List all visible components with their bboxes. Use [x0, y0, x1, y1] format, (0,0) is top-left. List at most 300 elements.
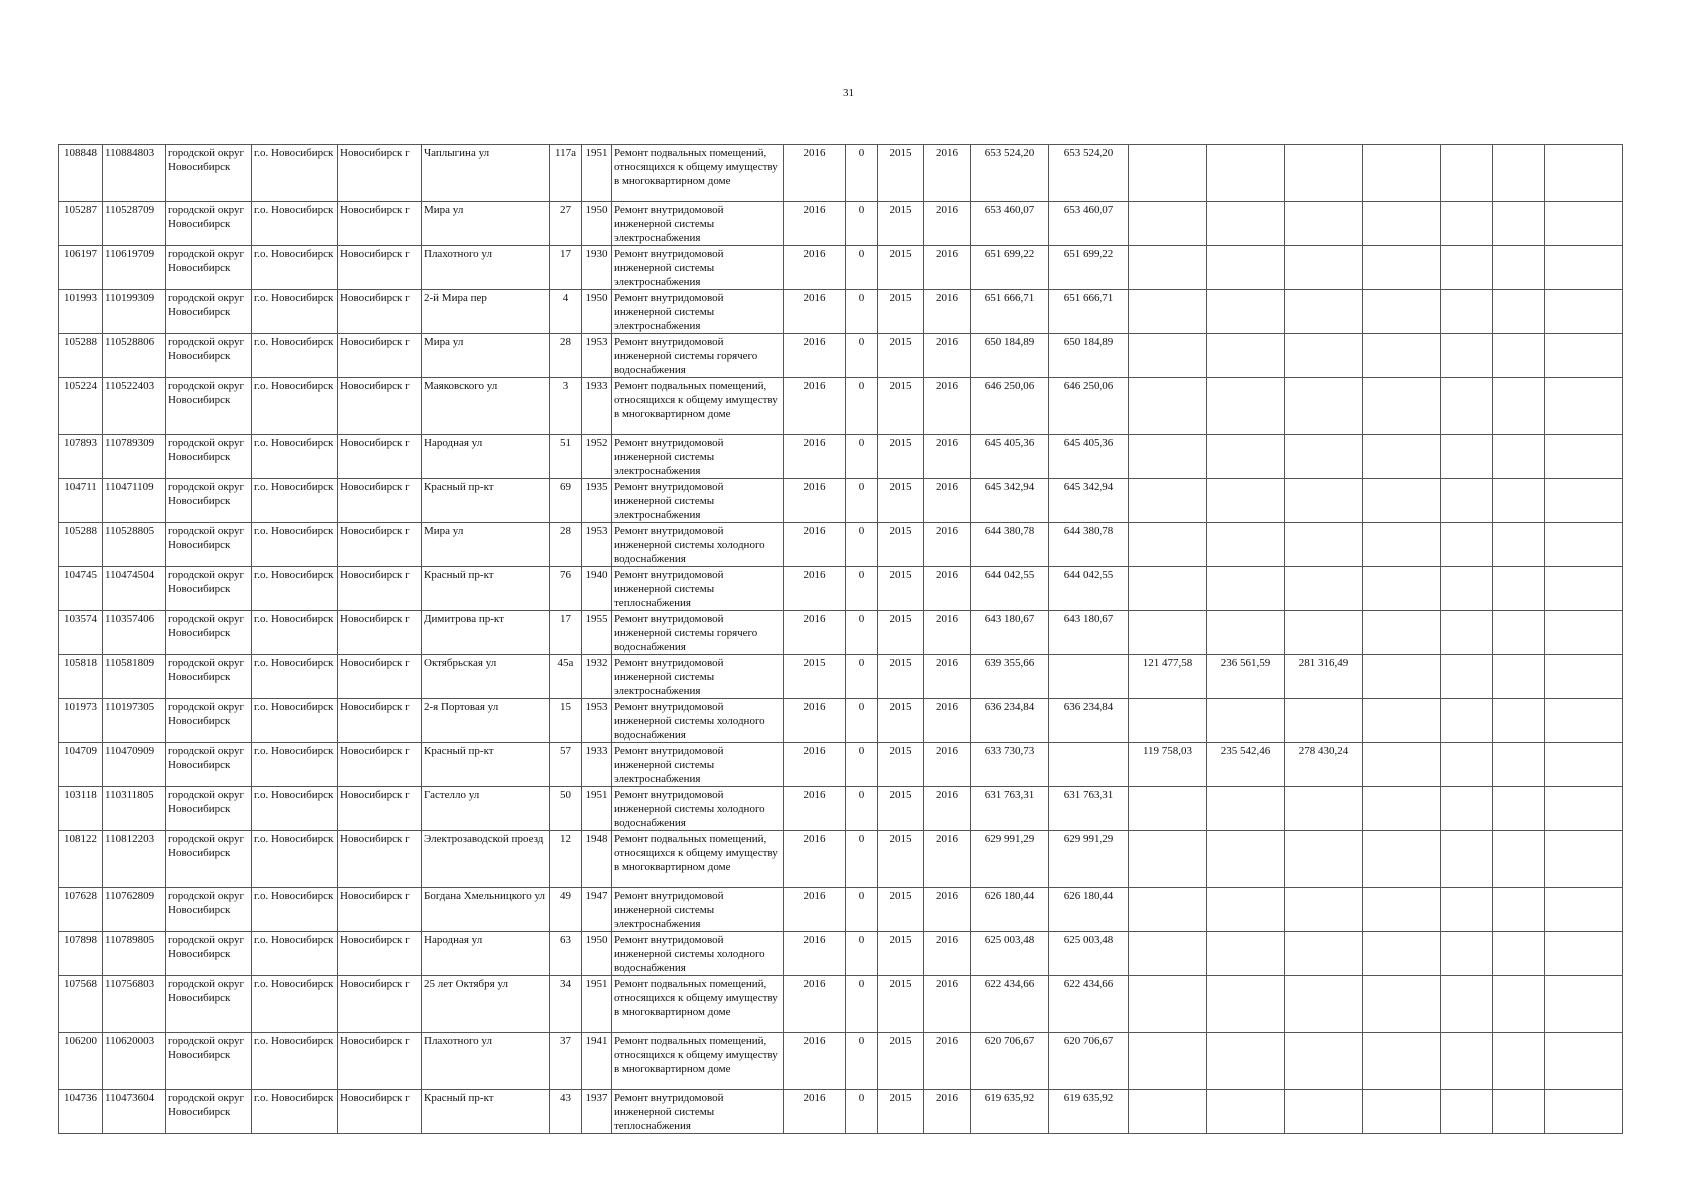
row-fund-3 — [1285, 611, 1363, 655]
row-end-year: 2016 — [924, 202, 971, 246]
row-cost: 653 524,20 — [971, 145, 1049, 202]
row-city: Новосибирск г — [338, 202, 422, 246]
row-start-year: 2015 — [878, 831, 924, 888]
row-total: 645 342,94 — [1049, 479, 1129, 523]
row-empty-4 — [1545, 145, 1623, 202]
row-code: 110357406 — [103, 611, 166, 655]
page-number: 31 — [843, 87, 854, 99]
row-plan-year: 2016 — [784, 246, 846, 290]
row-cost: 644 380,78 — [971, 523, 1049, 567]
row-id: 107628 — [59, 888, 103, 932]
row-empty-4 — [1545, 1090, 1623, 1134]
row-house: 28 — [550, 334, 582, 378]
row-plan-year: 2016 — [784, 831, 846, 888]
row-empty-2 — [1441, 976, 1493, 1033]
row-municipality: г.о. Новосибирск — [252, 888, 338, 932]
row-end-year: 2016 — [924, 1090, 971, 1134]
row-district: городской округ Новосибирск — [166, 246, 252, 290]
row-year-built: 1951 — [582, 145, 612, 202]
row-plan-year: 2016 — [784, 976, 846, 1033]
row-district: городской округ Новосибирск — [166, 202, 252, 246]
row-fund-1 — [1129, 787, 1207, 831]
row-empty-4 — [1545, 699, 1623, 743]
row-cost: 622 434,66 — [971, 976, 1049, 1033]
row-city: Новосибирск г — [338, 290, 422, 334]
row-work-type: Ремонт подвальных помещений, относящихся к общему имуществу в многоквартирном доме — [612, 145, 784, 202]
row-plan-year: 2016 — [784, 523, 846, 567]
row-total — [1049, 743, 1129, 787]
row-municipality: г.о. Новосибирск — [252, 655, 338, 699]
row-zero: 0 — [846, 567, 878, 611]
row-empty-1 — [1363, 334, 1441, 378]
row-fund-2: 236 561,59 — [1207, 655, 1285, 699]
row-fund-1 — [1129, 246, 1207, 290]
row-empty-1 — [1363, 202, 1441, 246]
row-work-type: Ремонт внутридомовой инженерной системы холодного водоснабжения — [612, 523, 784, 567]
row-year-built: 1952 — [582, 435, 612, 479]
row-start-year: 2015 — [878, 479, 924, 523]
row-code: 110470909 — [103, 743, 166, 787]
row-municipality: г.о. Новосибирск — [252, 334, 338, 378]
row-empty-1 — [1363, 831, 1441, 888]
table-row — [59, 976, 1623, 1033]
row-municipality: г.о. Новосибирск — [252, 523, 338, 567]
row-fund-2 — [1207, 699, 1285, 743]
row-fund-3 — [1285, 567, 1363, 611]
row-district: городской округ Новосибирск — [166, 699, 252, 743]
row-empty-2 — [1441, 932, 1493, 976]
row-start-year: 2015 — [878, 932, 924, 976]
row-year-built: 1940 — [582, 567, 612, 611]
row-district: городской округ Новосибирск — [166, 831, 252, 888]
row-zero: 0 — [846, 699, 878, 743]
row-plan-year: 2016 — [784, 202, 846, 246]
row-plan-year: 2016 — [784, 334, 846, 378]
row-empty-4 — [1545, 435, 1623, 479]
row-plan-year: 2015 — [784, 655, 846, 699]
row-district: городской округ Новосибирск — [166, 787, 252, 831]
row-empty-4 — [1545, 246, 1623, 290]
row-total: 644 380,78 — [1049, 523, 1129, 567]
row-work-type: Ремонт внутридомовой инженерной системы холодного водоснабжения — [612, 699, 784, 743]
row-empty-2 — [1441, 1033, 1493, 1090]
row-empty-1 — [1363, 976, 1441, 1033]
row-district: городской округ Новосибирск — [166, 1090, 252, 1134]
row-work-type: Ремонт внутридомовой инженерной системы электроснабжения — [612, 290, 784, 334]
row-fund-1 — [1129, 523, 1207, 567]
row-work-type: Ремонт подвальных помещений, относящихся к общему имуществу в многоквартирном доме — [612, 976, 784, 1033]
row-city: Новосибирск г — [338, 787, 422, 831]
row-fund-2 — [1207, 611, 1285, 655]
row-cost: 629 991,29 — [971, 831, 1049, 888]
row-plan-year: 2016 — [784, 743, 846, 787]
row-city: Новосибирск г — [338, 611, 422, 655]
row-city: Новосибирск г — [338, 523, 422, 567]
row-empty-2 — [1441, 435, 1493, 479]
row-empty-1 — [1363, 378, 1441, 435]
row-empty-3 — [1493, 831, 1545, 888]
row-start-year: 2015 — [878, 202, 924, 246]
row-code: 110522403 — [103, 378, 166, 435]
row-municipality: г.о. Новосибирск — [252, 290, 338, 334]
table-row — [59, 932, 1623, 976]
row-municipality: г.о. Новосибирск — [252, 567, 338, 611]
row-fund-1 — [1129, 567, 1207, 611]
row-fund-2 — [1207, 202, 1285, 246]
row-district: городской округ Новосибирск — [166, 611, 252, 655]
row-year-built: 1947 — [582, 888, 612, 932]
row-cost: 651 666,71 — [971, 290, 1049, 334]
row-empty-3 — [1493, 246, 1545, 290]
table-row — [59, 567, 1623, 611]
row-empty-4 — [1545, 290, 1623, 334]
row-end-year: 2016 — [924, 246, 971, 290]
row-code: 110762809 — [103, 888, 166, 932]
row-code: 110473604 — [103, 1090, 166, 1134]
row-zero: 0 — [846, 378, 878, 435]
row-empty-4 — [1545, 611, 1623, 655]
row-end-year: 2016 — [924, 523, 971, 567]
row-code: 110197305 — [103, 699, 166, 743]
row-cost: 651 699,22 — [971, 246, 1049, 290]
row-fund-3 — [1285, 523, 1363, 567]
row-work-type: Ремонт внутридомовой инженерной системы электроснабжения — [612, 202, 784, 246]
row-cost: 625 003,48 — [971, 932, 1049, 976]
row-year-built: 1932 — [582, 655, 612, 699]
row-municipality: г.о. Новосибирск — [252, 1033, 338, 1090]
row-house: 17 — [550, 611, 582, 655]
row-start-year: 2015 — [878, 290, 924, 334]
row-work-type: Ремонт внутридомовой инженерной системы электроснабжения — [612, 743, 784, 787]
table-row — [59, 888, 1623, 932]
row-plan-year: 2016 — [784, 1090, 846, 1134]
row-street: 2-й Мира пер — [422, 290, 550, 334]
row-total: 643 180,67 — [1049, 611, 1129, 655]
row-end-year: 2016 — [924, 479, 971, 523]
row-end-year: 2016 — [924, 932, 971, 976]
table-row — [59, 290, 1623, 334]
row-district: городской округ Новосибирск — [166, 378, 252, 435]
row-street: Красный пр-кт — [422, 743, 550, 787]
row-total: 631 763,31 — [1049, 787, 1129, 831]
table-row — [59, 378, 1623, 435]
row-total: 645 405,36 — [1049, 435, 1129, 479]
row-code: 110756803 — [103, 976, 166, 1033]
row-house: 17 — [550, 246, 582, 290]
row-zero: 0 — [846, 1090, 878, 1134]
row-empty-2 — [1441, 523, 1493, 567]
row-fund-1 — [1129, 1033, 1207, 1090]
row-work-type: Ремонт внутридомовой инженерной системы холодного водоснабжения — [612, 787, 784, 831]
row-zero: 0 — [846, 145, 878, 202]
row-district: городской округ Новосибирск — [166, 743, 252, 787]
row-total: 636 234,84 — [1049, 699, 1129, 743]
row-year-built: 1930 — [582, 246, 612, 290]
row-street: Чаплыгина ул — [422, 145, 550, 202]
row-street: Гастелло ул — [422, 787, 550, 831]
row-start-year: 2015 — [878, 334, 924, 378]
row-empty-4 — [1545, 888, 1623, 932]
row-fund-2 — [1207, 1090, 1285, 1134]
row-zero: 0 — [846, 290, 878, 334]
row-start-year: 2015 — [878, 743, 924, 787]
row-fund-2 — [1207, 831, 1285, 888]
row-empty-4 — [1545, 378, 1623, 435]
table-row — [59, 699, 1623, 743]
row-cost: 650 184,89 — [971, 334, 1049, 378]
row-empty-1 — [1363, 246, 1441, 290]
row-id: 104711 — [59, 479, 103, 523]
row-empty-3 — [1493, 787, 1545, 831]
row-year-built: 1951 — [582, 787, 612, 831]
row-empty-2 — [1441, 1090, 1493, 1134]
row-fund-1 — [1129, 699, 1207, 743]
row-fund-2 — [1207, 435, 1285, 479]
row-code: 110471109 — [103, 479, 166, 523]
row-fund-3 — [1285, 932, 1363, 976]
row-total: 651 666,71 — [1049, 290, 1129, 334]
row-work-type: Ремонт подвальных помещений, относящихся к общему имуществу в многоквартирном доме — [612, 378, 784, 435]
row-fund-3: 278 430,24 — [1285, 743, 1363, 787]
row-start-year: 2015 — [878, 611, 924, 655]
row-plan-year: 2016 — [784, 145, 846, 202]
row-total: 646 250,06 — [1049, 378, 1129, 435]
row-empty-2 — [1441, 831, 1493, 888]
row-house: 50 — [550, 787, 582, 831]
row-start-year: 2015 — [878, 976, 924, 1033]
row-empty-2 — [1441, 567, 1493, 611]
row-total: 653 460,07 — [1049, 202, 1129, 246]
row-code: 110884803 — [103, 145, 166, 202]
row-street: Мира ул — [422, 202, 550, 246]
row-house: 28 — [550, 523, 582, 567]
row-id: 105288 — [59, 523, 103, 567]
row-district: городской округ Новосибирск — [166, 145, 252, 202]
row-municipality: г.о. Новосибирск — [252, 246, 338, 290]
row-house: 34 — [550, 976, 582, 1033]
row-district: городской округ Новосибирск — [166, 290, 252, 334]
row-end-year: 2016 — [924, 145, 971, 202]
row-fund-1 — [1129, 888, 1207, 932]
row-fund-1 — [1129, 290, 1207, 334]
row-empty-3 — [1493, 145, 1545, 202]
row-year-built: 1948 — [582, 831, 612, 888]
table-row — [59, 743, 1623, 787]
row-district: городской округ Новосибирск — [166, 655, 252, 699]
row-municipality: г.о. Новосибирск — [252, 787, 338, 831]
row-street: Красный пр-кт — [422, 479, 550, 523]
row-cost: 645 405,36 — [971, 435, 1049, 479]
row-fund-3 — [1285, 378, 1363, 435]
row-empty-2 — [1441, 699, 1493, 743]
row-empty-2 — [1441, 246, 1493, 290]
row-empty-3 — [1493, 479, 1545, 523]
row-street: Октябрьская ул — [422, 655, 550, 699]
table-row — [59, 145, 1623, 202]
row-zero: 0 — [846, 831, 878, 888]
row-empty-1 — [1363, 787, 1441, 831]
row-empty-3 — [1493, 290, 1545, 334]
row-empty-4 — [1545, 787, 1623, 831]
row-zero: 0 — [846, 1033, 878, 1090]
row-city: Новосибирск г — [338, 699, 422, 743]
row-end-year: 2016 — [924, 976, 971, 1033]
row-id: 105287 — [59, 202, 103, 246]
row-empty-1 — [1363, 743, 1441, 787]
row-street: Красный пр-кт — [422, 1090, 550, 1134]
row-empty-3 — [1493, 378, 1545, 435]
row-fund-3 — [1285, 246, 1363, 290]
row-cost: 653 460,07 — [971, 202, 1049, 246]
row-start-year: 2015 — [878, 246, 924, 290]
row-city: Новосибирск г — [338, 334, 422, 378]
row-plan-year: 2016 — [784, 290, 846, 334]
row-zero: 0 — [846, 202, 878, 246]
row-street: Плахотного ул — [422, 1033, 550, 1090]
row-fund-2 — [1207, 334, 1285, 378]
row-fund-3: 281 316,49 — [1285, 655, 1363, 699]
row-code: 110528709 — [103, 202, 166, 246]
row-municipality: г.о. Новосибирск — [252, 831, 338, 888]
row-house: 57 — [550, 743, 582, 787]
row-zero: 0 — [846, 611, 878, 655]
row-city: Новосибирск г — [338, 435, 422, 479]
row-empty-2 — [1441, 202, 1493, 246]
row-code: 110619709 — [103, 246, 166, 290]
row-house: 45а — [550, 655, 582, 699]
row-city: Новосибирск г — [338, 567, 422, 611]
row-zero: 0 — [846, 479, 878, 523]
row-municipality: г.о. Новосибирск — [252, 932, 338, 976]
row-id: 108848 — [59, 145, 103, 202]
row-municipality: г.о. Новосибирск — [252, 145, 338, 202]
row-year-built: 1941 — [582, 1033, 612, 1090]
row-plan-year: 2016 — [784, 699, 846, 743]
row-total — [1049, 655, 1129, 699]
row-empty-3 — [1493, 743, 1545, 787]
row-code: 110528805 — [103, 523, 166, 567]
row-empty-4 — [1545, 479, 1623, 523]
row-fund-3 — [1285, 334, 1363, 378]
row-zero: 0 — [846, 523, 878, 567]
row-end-year: 2016 — [924, 743, 971, 787]
row-fund-2 — [1207, 523, 1285, 567]
row-id: 107568 — [59, 976, 103, 1033]
row-empty-1 — [1363, 567, 1441, 611]
row-end-year: 2016 — [924, 290, 971, 334]
row-municipality: г.о. Новосибирск — [252, 202, 338, 246]
row-total: 651 699,22 — [1049, 246, 1129, 290]
row-fund-3 — [1285, 831, 1363, 888]
row-total: 650 184,89 — [1049, 334, 1129, 378]
row-id: 107893 — [59, 435, 103, 479]
row-empty-1 — [1363, 479, 1441, 523]
row-fund-3 — [1285, 888, 1363, 932]
row-municipality: г.о. Новосибирск — [252, 699, 338, 743]
row-fund-2 — [1207, 145, 1285, 202]
row-street: Красный пр-кт — [422, 567, 550, 611]
row-municipality: г.о. Новосибирск — [252, 378, 338, 435]
row-empty-4 — [1545, 334, 1623, 378]
row-work-type: Ремонт внутридомовой инженерной системы горячего водоснабжения — [612, 611, 784, 655]
row-street: Электрозаводской проезд — [422, 831, 550, 888]
row-city: Новосибирск г — [338, 976, 422, 1033]
row-cost: 643 180,67 — [971, 611, 1049, 655]
row-house: 49 — [550, 888, 582, 932]
table-row — [59, 334, 1623, 378]
row-house: 12 — [550, 831, 582, 888]
row-plan-year: 2016 — [784, 479, 846, 523]
row-id: 106200 — [59, 1033, 103, 1090]
row-empty-4 — [1545, 932, 1623, 976]
row-fund-2 — [1207, 932, 1285, 976]
row-plan-year: 2016 — [784, 611, 846, 655]
row-fund-2 — [1207, 378, 1285, 435]
row-code: 110474504 — [103, 567, 166, 611]
row-zero: 0 — [846, 743, 878, 787]
row-house: 43 — [550, 1090, 582, 1134]
row-fund-1 — [1129, 611, 1207, 655]
row-empty-2 — [1441, 479, 1493, 523]
row-id: 103118 — [59, 787, 103, 831]
row-cost: 626 180,44 — [971, 888, 1049, 932]
row-empty-3 — [1493, 888, 1545, 932]
row-zero: 0 — [846, 435, 878, 479]
row-empty-1 — [1363, 611, 1441, 655]
row-district: городской округ Новосибирск — [166, 334, 252, 378]
row-id: 105224 — [59, 378, 103, 435]
row-fund-2 — [1207, 976, 1285, 1033]
row-district: городской округ Новосибирск — [166, 523, 252, 567]
row-district: городской округ Новосибирск — [166, 567, 252, 611]
row-fund-1 — [1129, 334, 1207, 378]
row-work-type: Ремонт внутридомовой инженерной системы электроснабжения — [612, 655, 784, 699]
row-id: 101993 — [59, 290, 103, 334]
row-id: 101973 — [59, 699, 103, 743]
row-fund-1 — [1129, 202, 1207, 246]
row-city: Новосибирск г — [338, 743, 422, 787]
row-work-type: Ремонт внутридомовой инженерной системы теплоснабжения — [612, 567, 784, 611]
row-plan-year: 2016 — [784, 435, 846, 479]
row-plan-year: 2016 — [784, 567, 846, 611]
row-start-year: 2015 — [878, 1033, 924, 1090]
row-municipality: г.о. Новосибирск — [252, 976, 338, 1033]
row-end-year: 2016 — [924, 378, 971, 435]
row-city: Новосибирск г — [338, 246, 422, 290]
row-city: Новосибирск г — [338, 888, 422, 932]
row-fund-3 — [1285, 1090, 1363, 1134]
row-house: 4 — [550, 290, 582, 334]
row-empty-3 — [1493, 523, 1545, 567]
table-row — [59, 1090, 1623, 1134]
row-cost: 646 250,06 — [971, 378, 1049, 435]
row-plan-year: 2016 — [784, 378, 846, 435]
row-street: Богдана Хмельницкого ул — [422, 888, 550, 932]
row-fund-3 — [1285, 435, 1363, 479]
row-empty-3 — [1493, 435, 1545, 479]
row-empty-4 — [1545, 1033, 1623, 1090]
row-empty-4 — [1545, 655, 1623, 699]
row-empty-2 — [1441, 655, 1493, 699]
row-end-year: 2016 — [924, 831, 971, 888]
row-street: Народная ул — [422, 932, 550, 976]
row-fund-3 — [1285, 479, 1363, 523]
row-code: 110199309 — [103, 290, 166, 334]
table-row — [59, 435, 1623, 479]
row-city: Новосибирск г — [338, 479, 422, 523]
row-zero: 0 — [846, 888, 878, 932]
row-work-type: Ремонт внутридомовой инженерной системы электроснабжения — [612, 479, 784, 523]
